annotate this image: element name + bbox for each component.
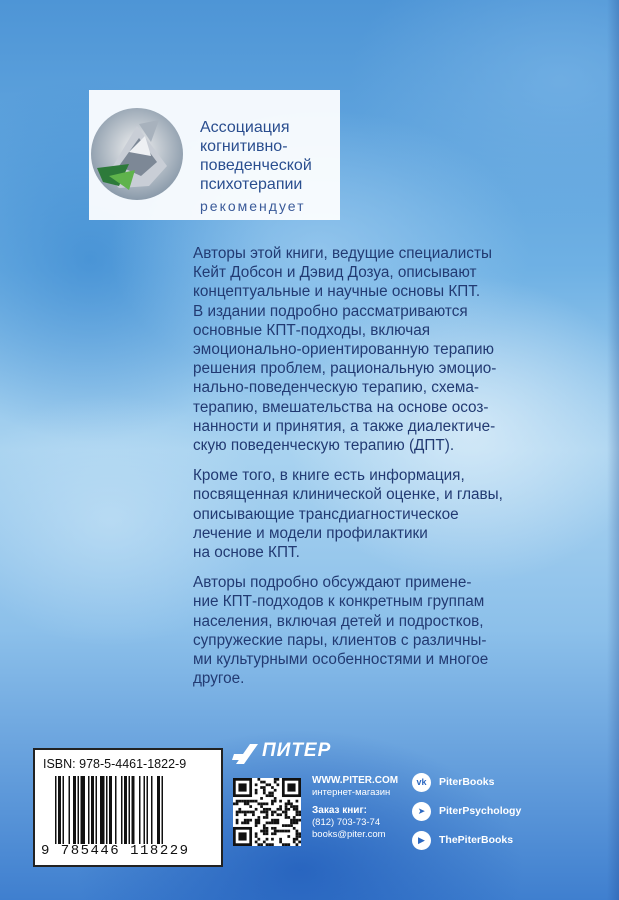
endorsement-line: когнитивно- — [200, 138, 288, 155]
publisher-logo — [232, 738, 352, 770]
blurb-paragraph-3 — [193, 573, 523, 688]
vk-icon: vk — [412, 773, 431, 792]
social-links — [412, 773, 562, 860]
blurb-line: основные КПТ-подходы, включая — [193, 321, 431, 339]
publisher-name: ПИТЕР — [262, 740, 332, 761]
blurb-line: описывающие трансдиагностическое — [193, 505, 459, 523]
endorsement-box — [89, 90, 340, 220]
endorsement-text — [200, 118, 340, 216]
blurb-line: населения, включая детей и подростков, — [193, 612, 484, 630]
blurb-line: Кроме того, в книге есть информация, — [193, 467, 465, 485]
endorsement-recommends: рекомендует — [200, 198, 306, 214]
email-link[interactable]: books@piter.com — [312, 829, 386, 840]
blurb-line: решения проблем, рациональную эмоцио- — [193, 360, 497, 378]
blurb-line: лечение и модели профилактики — [193, 524, 428, 542]
blurb-paragraph-2 — [193, 466, 523, 562]
blurb-line: Авторы подробно обсуждают примене- — [193, 574, 472, 592]
blurb-line: на основе КПТ. — [193, 544, 300, 562]
social-label: PiterPsychology — [439, 805, 522, 817]
isbn-number: ISBN: 978-5-4461-1822-9 — [43, 757, 187, 771]
spine-shadow — [607, 0, 619, 900]
endorsement-line: Ассоциация — [200, 119, 290, 136]
blurb-line: другое. — [193, 670, 245, 688]
blurb-line: терапию, вмешательства на основе осоз- — [193, 398, 489, 416]
social-label: PiterBooks — [439, 776, 495, 788]
social-label: ThePiterBooks — [439, 834, 514, 846]
barcode-icon — [55, 776, 201, 844]
order-label: Заказ книг: — [312, 805, 367, 816]
blurb-line: скую поведенческую терапию (ДПТ). — [193, 437, 455, 455]
youtube-icon: ▶ — [412, 831, 431, 850]
piter-logo-icon — [232, 740, 262, 768]
phone-number[interactable]: (812) 703-73-74 — [312, 817, 381, 828]
blurb-line: нанности и принятия, а также диалектиче- — [193, 417, 496, 435]
social-item-youtube[interactable] — [412, 831, 562, 852]
publisher-contacts — [312, 775, 412, 841]
blurb-line: Кейт Добсон и Дэвид Дозуа, описывают — [193, 264, 477, 282]
blurb-line: Авторы этой книги, ведущие специалисты — [193, 245, 492, 262]
blurb-line: супружеские пары, клиентов с различны- — [193, 631, 487, 649]
store-label: интернет-магазин — [312, 787, 391, 798]
isbn-box — [33, 748, 223, 867]
blurb-line: В издании подробно рассматриваются — [193, 302, 468, 320]
ean-digits: 9 785446 118229 — [41, 843, 190, 859]
blurb-line: эмоционально-ориентированную терапию — [193, 341, 495, 359]
endorsement-line: психотерапии — [200, 176, 303, 193]
telegram-icon: ➤ — [412, 802, 431, 821]
blurb-line: ми культурными особенностями и многое — [193, 651, 489, 669]
qr-code-icon[interactable] — [233, 778, 301, 846]
endorsement-line: поведенческой — [200, 157, 312, 174]
blurb-line: нально-поведенческую терапию, схема- — [193, 379, 479, 397]
social-item-vk[interactable] — [412, 773, 562, 794]
blurb-paragraph-1 — [193, 244, 523, 455]
website-link[interactable]: WWW.PITER.COM — [312, 775, 399, 786]
blurb-line: ние КПТ-подходов к конкретным группам — [193, 593, 485, 611]
social-item-telegram[interactable] — [412, 802, 562, 823]
association-logo-icon — [89, 106, 185, 202]
blurb-text — [193, 244, 523, 699]
blurb-line: концептуальные и научные основы КПТ. — [193, 283, 481, 301]
blurb-line: посвященная клинической оценке, и главы, — [193, 486, 503, 504]
